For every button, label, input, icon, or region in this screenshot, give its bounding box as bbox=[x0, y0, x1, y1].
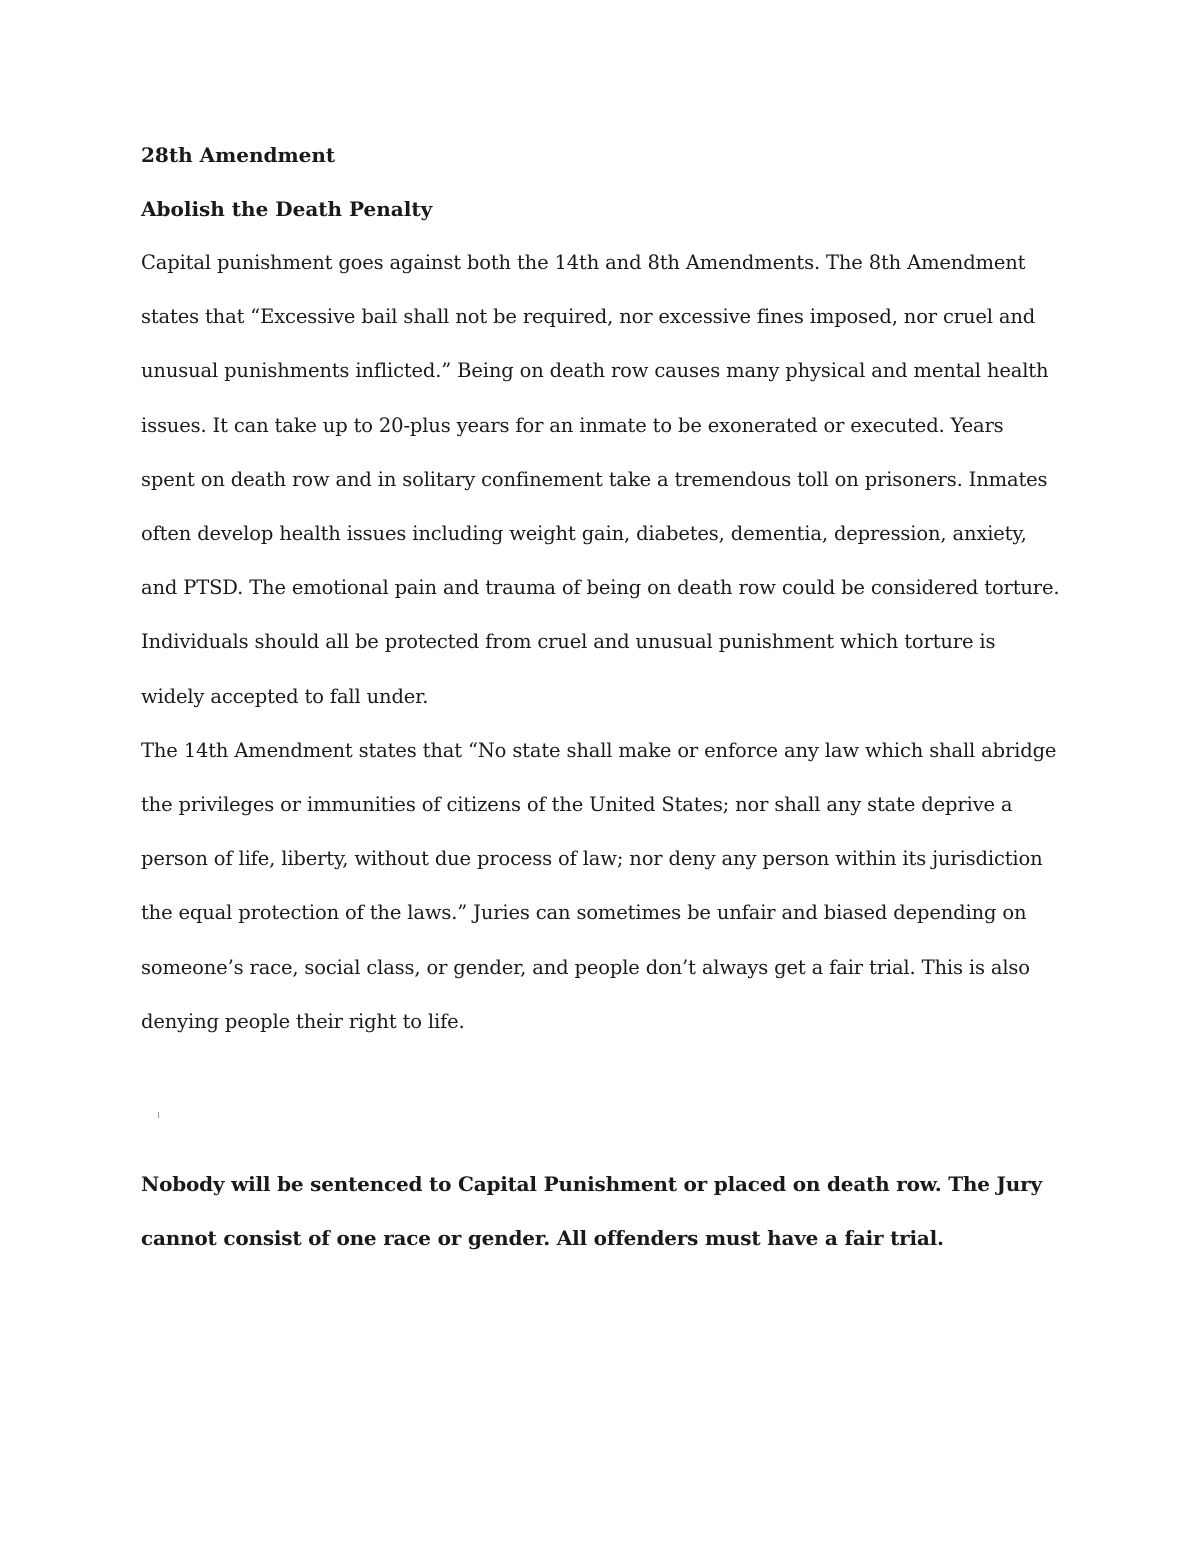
document-conclusion: Nobody will be sentenced to Capital Punishment or placed on death row. The Jury cannot consist of one race or gender. All offenders must have a fair trial. bbox=[141, 1172, 1042, 1250]
document-title: 28th Amendment bbox=[141, 143, 336, 167]
document-subtitle: Abolish the Death Penalty bbox=[141, 197, 433, 221]
cursor-mark bbox=[158, 1112, 159, 1118]
document-body bbox=[141, 128, 1061, 1049]
paragraph-eighth-amendment: Capital punishment goes against both the 14th and 8th Amendments. The 8th Amendment states that “Excessive bail shall not be required, nor excessive fines imposed, nor cruel and unusual punishments inflicted.” Being on death row causes many physical and mental health issues. It can take up to 20-plus years for an inmate to be exonerated or executed. Years spent on death row and in solitary confinement take a tremendous toll on prisoners. Inmates often develop health issues including weight gain, diabetes, dementia, depression, anxiety, and PTSD. The emotional pain and trauma of being on death row could be considered torture. Individuals should all be protected from cruel and unusual punishment which torture is widely accepted to fall under. bbox=[141, 251, 1060, 708]
paragraph-fourteenth-amendment: The 14th Amendment states that “No state shall make or enforce any law which shall abridge the privileges or immunities of citizens of the United States; nor shall any state deprive a person of life, liberty, without due process of law; nor deny any person within its jurisdiction the equal protection of the laws.” Juries can sometimes be unfair and biased depending on someone’s race, social class, or gender, and people don’t always get a fair trial. This is also denying people their right to life. bbox=[141, 738, 1057, 1033]
